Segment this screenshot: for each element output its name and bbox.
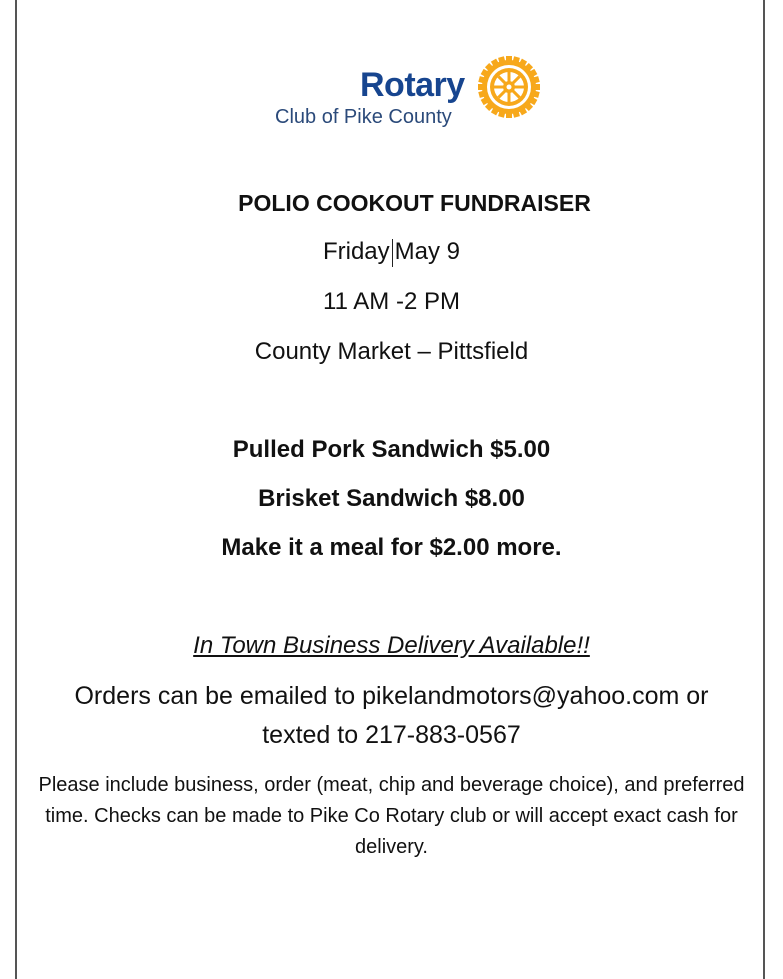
orders-line-2: texted to 217-883-0567 <box>262 721 521 749</box>
menu-item-meal: Make it a meal for $2.00 more. <box>221 534 562 561</box>
delivery-headline: In Town Business Delivery Available!! <box>193 632 590 659</box>
text-caret <box>392 239 393 267</box>
menu-item-brisket: Brisket Sandwich $8.00 <box>258 485 525 512</box>
event-date-value: May 9 <box>394 238 461 265</box>
rotary-wheel-icon <box>474 52 544 122</box>
event-location: County Market – Pittsfield <box>254 338 529 365</box>
menu-item-pulled-pork: Pulled Pork Sandwich $5.00 <box>232 436 551 463</box>
order-instructions: Please include business, order (meat, chip and beverage choice), and preferred time. Checks can be made to Pike Co Rotary club or will accept exact cash for delivery. <box>38 774 745 858</box>
event-time: 11 AM -2 PM <box>323 288 460 315</box>
logo-wordmark: Rotary <box>360 66 465 104</box>
event-date <box>0 238 783 267</box>
rotary-logo <box>274 52 546 136</box>
event-day: Friday <box>322 238 390 265</box>
event-title: POLIO COOKOUT FUNDRAISER <box>238 190 591 216</box>
orders-line-1: Orders can be emailed to pikelandmotors@yahoo.com or <box>74 682 709 710</box>
logo-subtitle: Club of Pike County <box>275 106 452 128</box>
